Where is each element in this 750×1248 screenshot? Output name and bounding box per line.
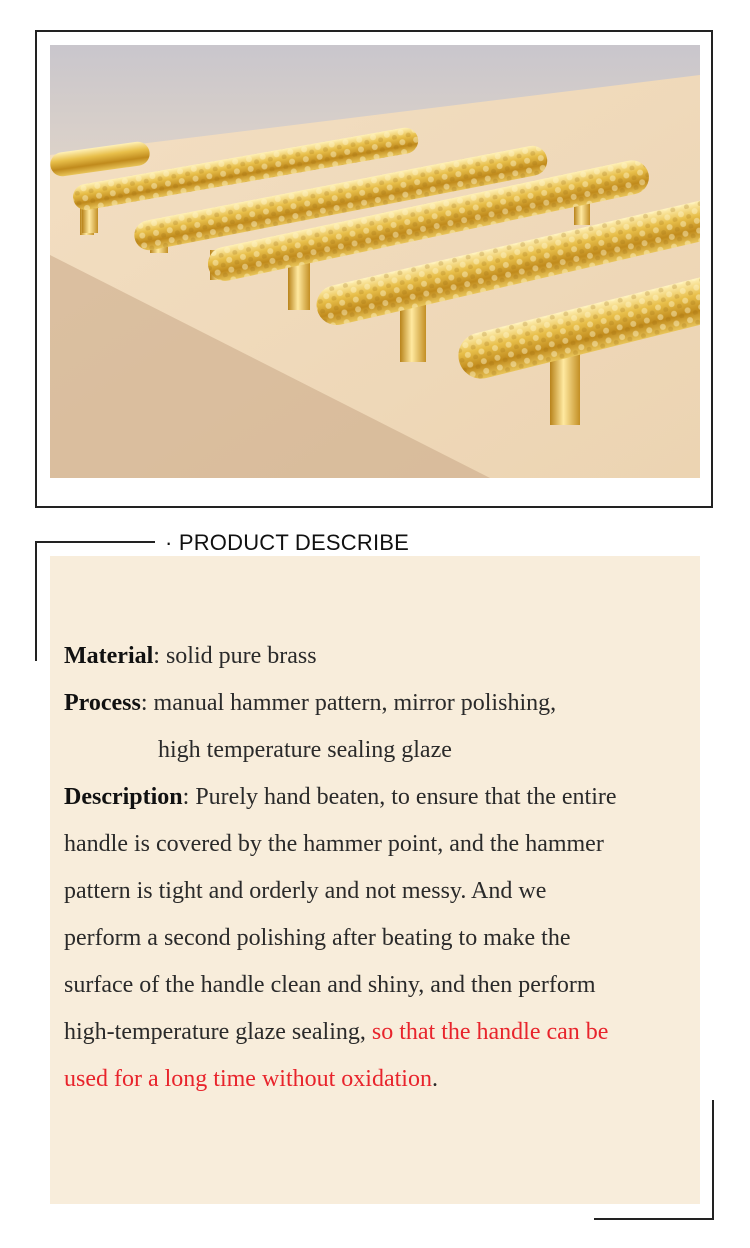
product-photo — [50, 45, 700, 478]
description-line-5: surface of the handle clean and shiny, and then perform — [64, 972, 596, 998]
description-line-7 — [64, 1056, 704, 1103]
description-text — [64, 633, 704, 1103]
decor-line-right — [712, 1100, 714, 1220]
description-line-4: perform a second polishing after beating to make the — [64, 925, 571, 951]
section-title: · PRODUCT DESCRIBE — [165, 530, 409, 555]
highlight-text-2: used for a long time without oxidation — [64, 1066, 432, 1092]
brass-handles-image — [50, 45, 700, 478]
end-punctuation: . — [431, 1066, 438, 1092]
decor-line-bottom — [594, 1218, 714, 1220]
decor-line-left — [35, 541, 37, 661]
description-text-1: : Purely hand beaten, to ensure that the entire — [182, 784, 617, 810]
process-value: : manual hammer pattern, mirror polishing, — [140, 690, 557, 716]
process-line-2: high temperature sealing glaze — [158, 737, 452, 763]
description-line-3: pattern is tight and orderly and not messy. And we — [64, 878, 547, 904]
description-line-6 — [64, 1009, 704, 1056]
process-line — [64, 680, 704, 727]
material-label: Material — [64, 643, 154, 669]
highlight-text-1: so that the handle can be — [371, 1019, 609, 1045]
process-label: Process — [64, 690, 141, 716]
description-line-1 — [64, 774, 704, 821]
description-line-2: handle is covered by the hammer point, and the hammer — [64, 831, 604, 857]
description-label: Description — [64, 784, 183, 810]
decor-line-top — [35, 541, 155, 543]
description-text-6: high-temperature glaze sealing, — [64, 1019, 372, 1045]
material-value: : solid pure brass — [153, 643, 317, 669]
material-line — [64, 633, 704, 680]
